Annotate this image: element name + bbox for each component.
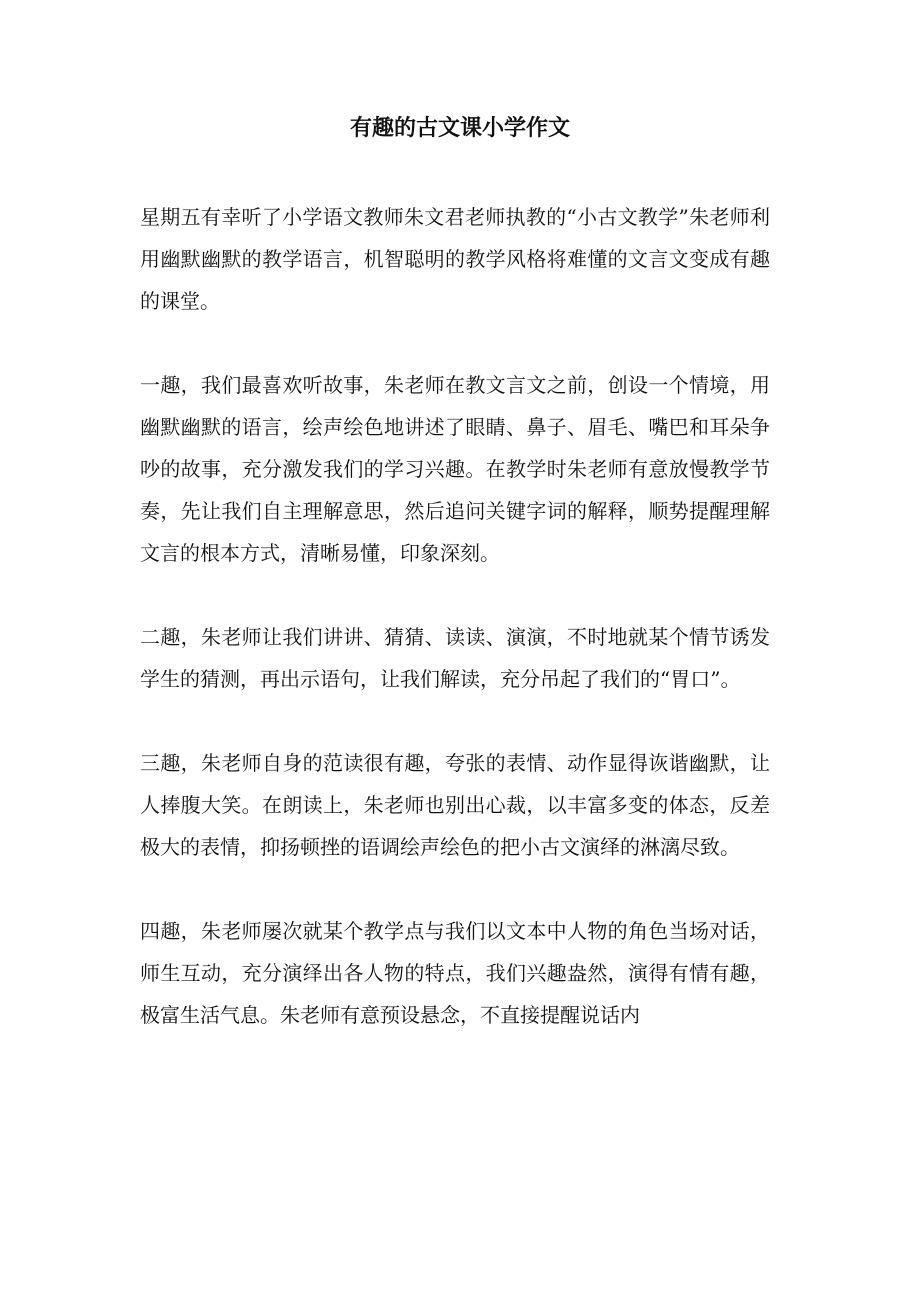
paragraph-second-fun: 二趣，朱老师让我们讲讲、猜猜、读读、演演，不时地就某个情节诱发学生的猜测，再出示语句，让我们解读，充分吊起了我们的“胃口”。 (140, 625, 770, 691)
paragraph-intro: 星期五有幸听了小学语文教师朱文君老师执教的“小古文教学”朱老师利用幽默幽默的教学语言，机智聪明的教学风格将难懂的文言文变成有趣的课堂。 (140, 205, 770, 313)
document-body (140, 196, 770, 1078)
paragraph-fourth-fun: 四趣，朱老师屡次就某个教学点与我们以文本中人物的角色当场对话，师生互动，充分演绎出各人物的特点，我们兴趣盎然，演得有情有趣，极富生活气息。朱老师有意预设悬念，不直接提醒说话内 (140, 919, 770, 1027)
page-title: 有趣的古文课小学作文 (349, 115, 570, 141)
paragraph-third-fun: 三趣，朱老师自身的范读很有趣，夸张的表情、动作显得诙谐幽默，让人捧腹大笑。在朗读上，朱老师也别出心裁，以丰富多变的体态，反差极大的表情，抑扬顿挫的语调绘声绘色的把小古文演绎的淋漓尽致。 (140, 751, 770, 859)
paragraph-first-fun: 一趣，我们最喜欢听故事，朱老师在教文言文之前，创设一个情境，用幽默幽默的语言，绘声绘色地讲述了眼睛、鼻子、眉毛、嘴巴和耳朵争吵的故事，充分激发我们的学习兴趣。在教学时朱老师有意放慢教学节奏，先让我们自主理解意思，然后追问关键字词的解释，顺势提醒理解文言的根本方式，清晰易懂，印象深刻。 (140, 373, 770, 565)
